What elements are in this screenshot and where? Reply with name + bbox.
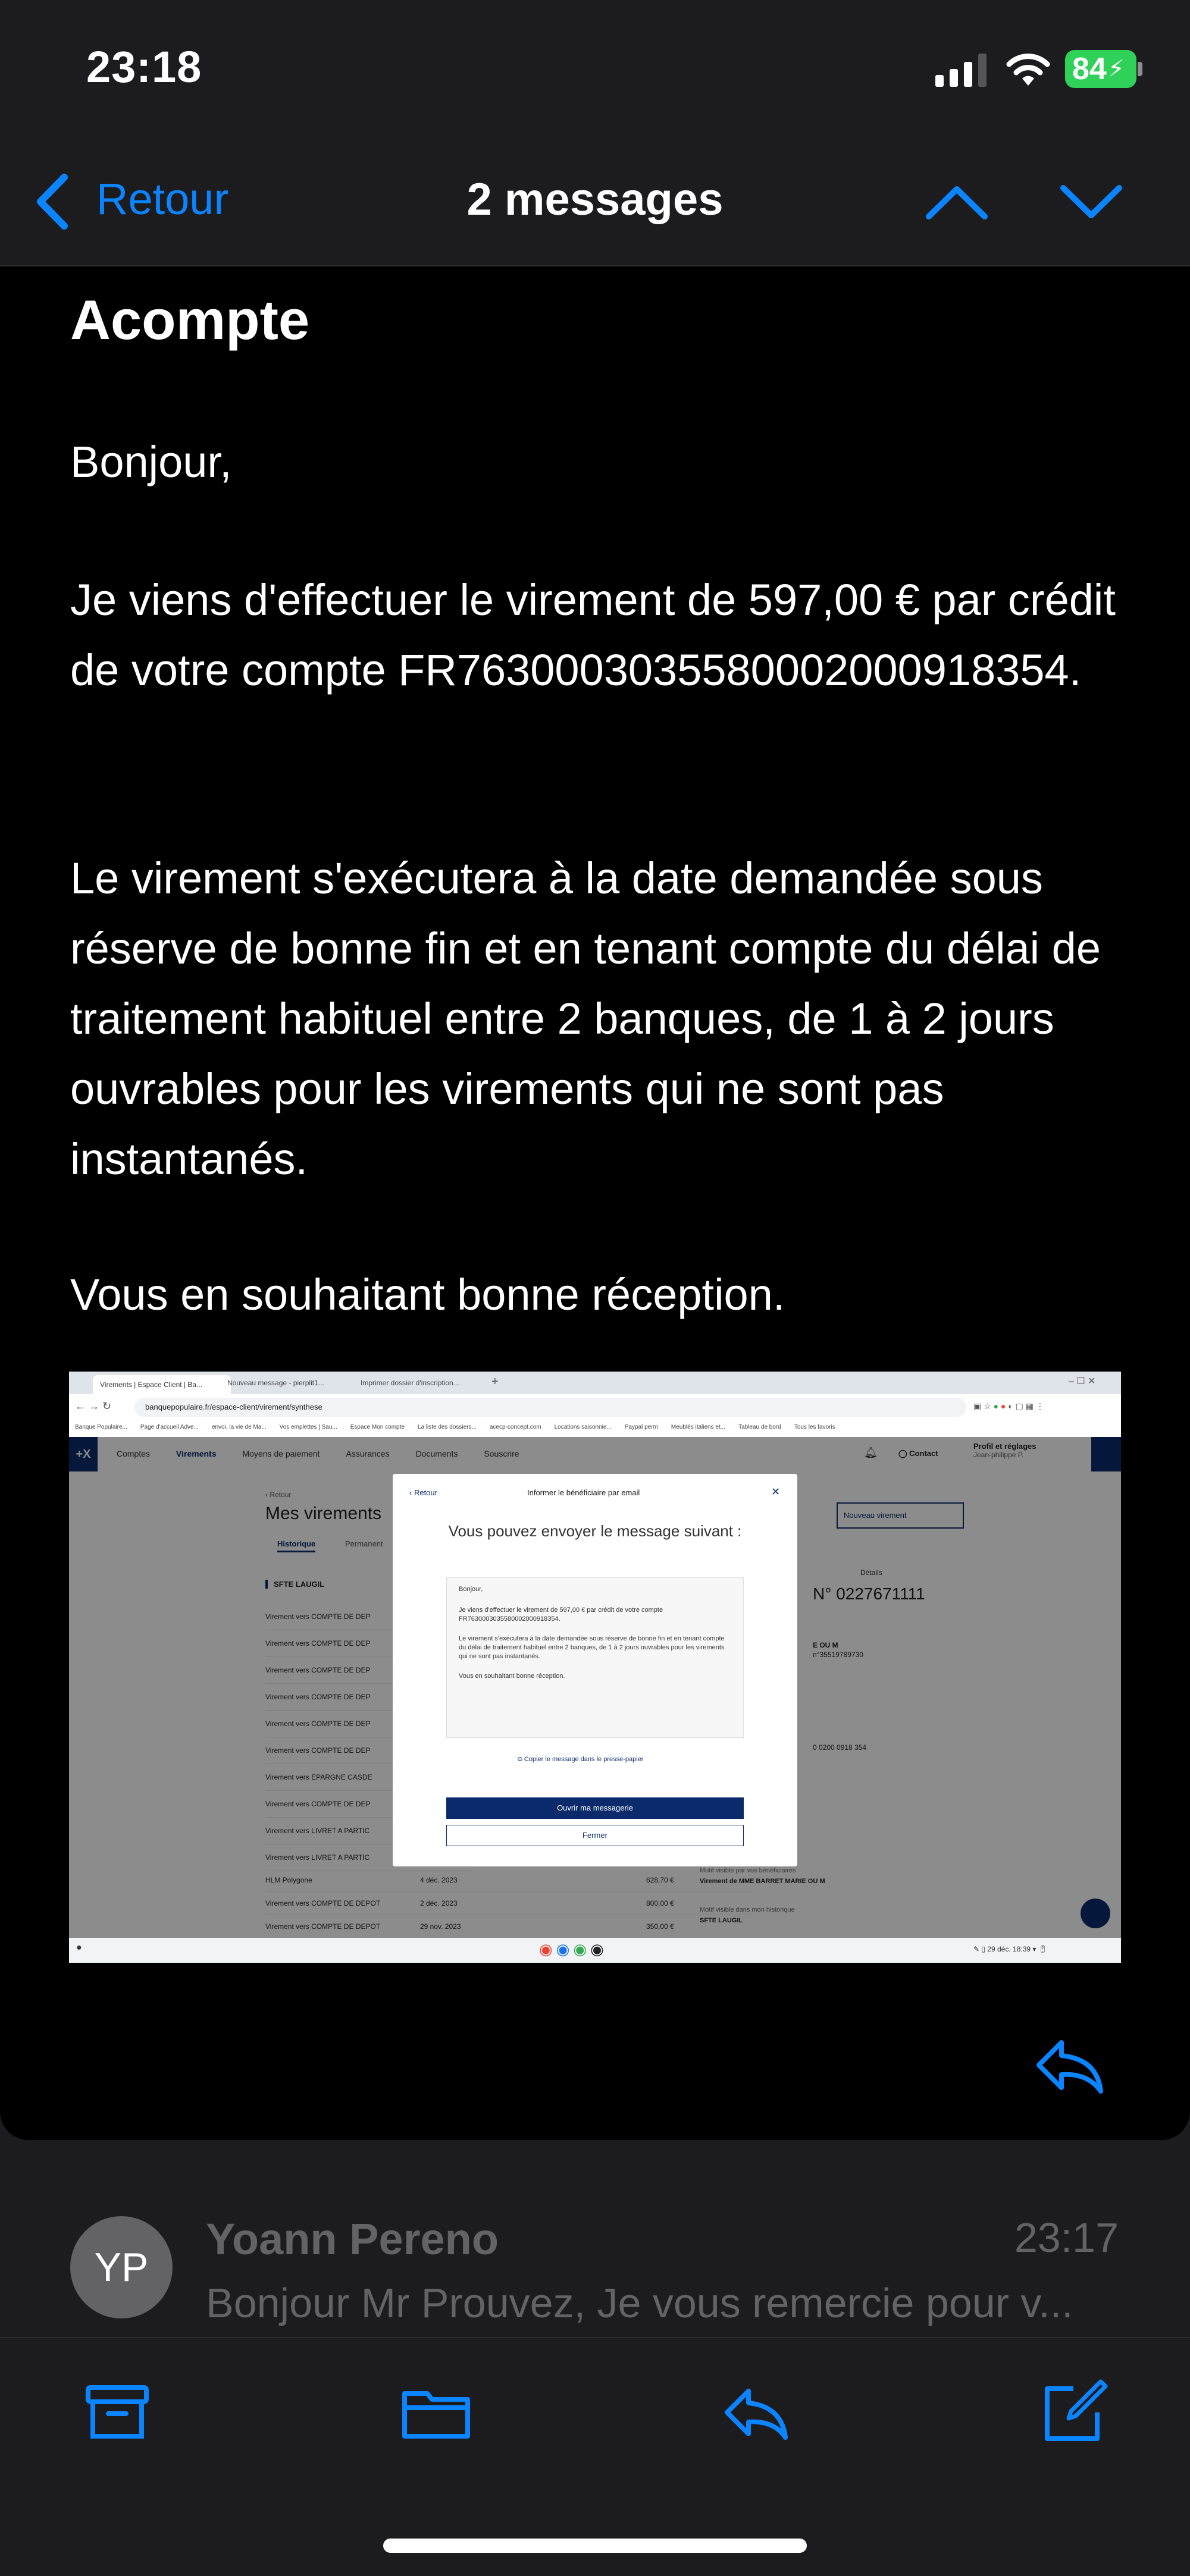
- address-bar[interactable]: banquepopulaire.fr/espace-client/virement/synthese: [134, 1398, 966, 1417]
- motif-panel: Motif visible par vos bénéficiaires Virement de MME BARRET MARIE OU M Motif visible dans mon historique SFTE LAUGIL: [700, 1867, 825, 1924]
- cellular-signal-icon: [935, 54, 988, 87]
- open-mail-button[interactable]: Ouvrir ma messagerie: [446, 1797, 744, 1819]
- row-date: 4 déc. 2023: [420, 1876, 458, 1884]
- list-item[interactable]: Virement vers EPARGNE CASDE: [265, 1764, 474, 1791]
- copy-message-link[interactable]: ⧉ Copier le message dans le presse-papier: [518, 1756, 644, 1763]
- launcher-icon[interactable]: ●: [76, 1943, 82, 1953]
- bookmark-item[interactable]: acecp-concept.com: [489, 1424, 541, 1430]
- bookmark-item[interactable]: Page d'accueil Adve...: [140, 1424, 199, 1430]
- bookmark-item[interactable]: Espace Mon compte: [350, 1424, 405, 1430]
- bank-logo[interactable]: +X: [69, 1437, 98, 1471]
- page-title: Mes virements: [265, 1504, 382, 1523]
- bank-menu-item[interactable]: Assurances: [346, 1449, 390, 1458]
- modal-message-box: Bonjour, Je viens d'effectuer le virement de 597,00 € par crédit de votre compte FR7630003035580002000918354. Le virement s'exécutera à la date demandée sous réserve de bonne fin et en tenant compte du délai de traitement habituel entre 2 banques, de 1 à 2 jours ouvrables pour les virements qui ne sont pas instantanés. Vous en souhaitant bonne réception.: [446, 1577, 744, 1738]
- list-first-item[interactable]: SFTE LAUGIL: [265, 1580, 324, 1589]
- row-amount: 350,00 €: [646, 1922, 674, 1931]
- bookmarks-list[interactable]: [75, 1424, 1115, 1430]
- bookmark-item[interactable]: Locations saisonnie...: [554, 1424, 612, 1430]
- browser-nav-icons[interactable]: ← → ↻: [75, 1400, 112, 1412]
- wifi-icon: [1006, 51, 1051, 87]
- bookmark-item[interactable]: Paypal perm: [624, 1424, 658, 1430]
- new-tab-icon[interactable]: +: [491, 1375, 499, 1388]
- tab-permanent[interactable]: Permanent: [345, 1539, 383, 1548]
- list-item[interactable]: Virement vers LIVRET A PARTIC: [265, 1844, 474, 1871]
- archive-icon[interactable]: [82, 2377, 152, 2447]
- list-item[interactable]: Virement vers LIVRET A PARTIC: [265, 1818, 474, 1844]
- page-back-link[interactable]: ‹ Retour: [265, 1491, 292, 1499]
- bank-menu-item[interactable]: Souscrire: [484, 1449, 519, 1458]
- bank-menu-item[interactable]: Comptes: [117, 1449, 151, 1458]
- battery-indicator: [1065, 50, 1136, 88]
- bank-menu-item[interactable]: Virements: [176, 1449, 217, 1458]
- chevron-down-icon[interactable]: [1060, 184, 1123, 220]
- modal-back-button[interactable]: ‹ Retour: [409, 1488, 437, 1497]
- list-item[interactable]: Virement vers COMPTE DE DEP: [265, 1711, 474, 1737]
- message-greeting: Bonjour,: [70, 437, 232, 487]
- modal-close-icon[interactable]: ✕: [771, 1486, 781, 1498]
- list-item[interactable]: Virement vers COMPTE DE DEP: [265, 1604, 474, 1630]
- bank-menu-item[interactable]: Moyens de paiement: [242, 1449, 320, 1458]
- browser-tab-active[interactable]: Virements | Espace Client | Ba...: [93, 1375, 231, 1394]
- row-amount: 800,00 €: [646, 1899, 674, 1907]
- bookmark-item[interactable]: Tous les favoris: [794, 1424, 835, 1430]
- reply-all-icon[interactable]: [720, 2377, 790, 2447]
- profile-button[interactable]: Profil et réglages Jean-philippe P.: [973, 1442, 1036, 1459]
- message-paragraph-2: Le virement s'exécutera à la date demandée sous réserve de bonne fin et en tenant compte du délai de traitement habituel entre 2 banques, de 1 à 2 jours ouvrables pour les virements qui ne sont pas instantanés.: [70, 854, 1101, 1184]
- bookmark-item[interactable]: Meublés italiens et...: [671, 1424, 726, 1430]
- row-label: Virement vers COMPTE DE DEPOT: [265, 1899, 381, 1907]
- row-date: 2 déc. 2023: [420, 1899, 458, 1907]
- window-controls[interactable]: – ☐ ✕: [1069, 1376, 1096, 1386]
- charging-bolt-icon: ⚡: [1107, 56, 1125, 82]
- list-item[interactable]: Virement vers COMPTE DE DEP: [265, 1684, 474, 1711]
- status-time: 23:18: [86, 42, 202, 92]
- list-item[interactable]: Virement vers COMPTE DE DEP: [265, 1657, 474, 1684]
- home-indicator: [383, 2539, 807, 2553]
- modal-title: Vous pouvez envoyer le message suivant :: [448, 1522, 742, 1540]
- new-transfer-button[interactable]: Nouveau virement: [837, 1502, 964, 1529]
- list-item[interactable]: Virement vers COMPTE DE DEP: [265, 1737, 474, 1764]
- taskbar-tray[interactable]: ✎ ▯ 29 déc. 18:39 ▾ 🔋︎: [973, 1945, 1048, 1953]
- back-button[interactable]: Retour: [96, 174, 229, 224]
- list-item[interactable]: Virement vers COMPTE DE DEP: [265, 1630, 474, 1657]
- taskbar-apps[interactable]: ◉◉◉◉: [539, 1940, 607, 1958]
- details-panel: Détails N° 0227671111 E OU M n°35519789730 0 0200 0918 354: [813, 1568, 925, 1752]
- bookmark-item[interactable]: Tableau de bord: [738, 1424, 781, 1430]
- bookmark-item[interactable]: Vos emplettes | Sau...: [279, 1424, 337, 1430]
- message-time: 23:17: [1014, 2214, 1119, 2261]
- compose-icon[interactable]: [1039, 2377, 1109, 2447]
- tab-historique[interactable]: Historique: [277, 1539, 315, 1552]
- row-amount: 628,70 €: [646, 1876, 674, 1884]
- bookmark-item[interactable]: La liste des dossiers...: [417, 1424, 477, 1430]
- battery-tip: [1138, 62, 1142, 76]
- message-subject: Acompte: [70, 288, 310, 351]
- row-date: 29 nov. 2023: [420, 1922, 461, 1931]
- browser-tab[interactable]: Imprimer dossier d'inscription...: [361, 1379, 459, 1387]
- message-paragraph-1: Je viens d'effectuer le virement de 597,00 € par crédit de votre compte FR7630003035580002000918354.: [70, 575, 1116, 695]
- bank-menu-item[interactable]: Documents: [415, 1449, 458, 1458]
- chevron-up-icon[interactable]: [925, 184, 988, 220]
- list-item[interactable]: Virement vers COMPTE DE DEP: [265, 1791, 474, 1818]
- bookmark-item[interactable]: envoi, la vie de Ma...: [211, 1424, 267, 1430]
- close-modal-button[interactable]: Fermer: [446, 1825, 744, 1846]
- bell-icon[interactable]: 🔔︎: [864, 1447, 878, 1458]
- nav-title: 2 messages: [466, 174, 724, 225]
- contact-button[interactable]: ◯ Contact: [898, 1449, 938, 1458]
- browser-tab[interactable]: Nouveau message - pierplit1...: [227, 1379, 324, 1387]
- bookmark-item[interactable]: Banque Populaire...: [75, 1424, 127, 1430]
- message-preview: Bonjour Mr Prouvez, Je vous remercie pour v...: [206, 2280, 1073, 2326]
- sender-name: Yoann Pereno: [206, 2214, 499, 2264]
- folder-icon[interactable]: [401, 2377, 471, 2447]
- avatar: YP: [70, 2216, 173, 2318]
- extension-icons[interactable]: ▣ ☆ ● ● ◐ ▢ ▦ ⋮: [973, 1401, 1044, 1411]
- reply-icon[interactable]: [1034, 2035, 1104, 2095]
- message-closing: Vous en souhaitant bonne réception.: [70, 1270, 785, 1319]
- row-label: Virement vers COMPTE DE DEPOT: [265, 1922, 381, 1931]
- attachment-screenshot[interactable]: [69, 1372, 1121, 1963]
- battery-level: 84: [1072, 52, 1107, 86]
- modal-header: Informer le bénéficiaire par email: [527, 1488, 640, 1497]
- row-label: HLM Polygone: [265, 1876, 312, 1884]
